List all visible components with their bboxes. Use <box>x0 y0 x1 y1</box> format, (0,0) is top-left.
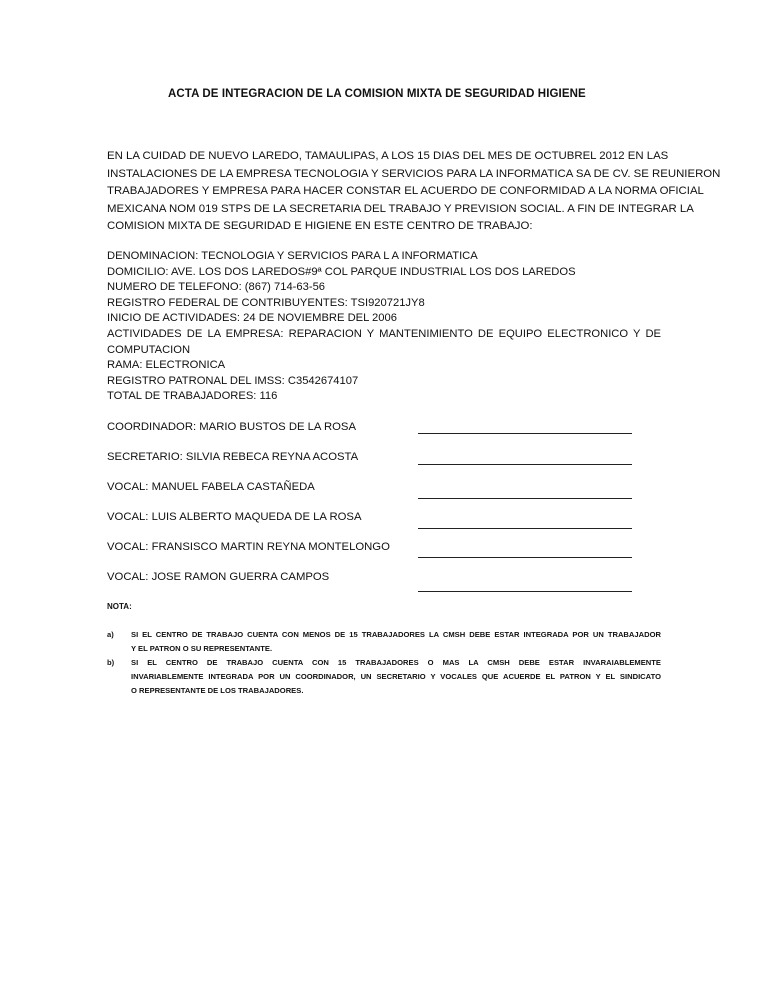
note-line: SI EL CENTRO DE TRABAJO CUENTA CON 15 TRABAJADORES O MAS LA CMSH DEBE ESTAR INVARAIABLEMENTE <box>131 658 661 667</box>
note-line: Y EL PATRON O SU REPRESENTANTE. <box>131 644 273 653</box>
signature-line <box>418 498 632 499</box>
company-start-date: INICIO DE ACTIVIDADES: 24 DE NOVIEMBRE DEL 2006 <box>107 312 397 325</box>
company-activities-cont: COMPUTACION <box>107 343 191 356</box>
note-line: INVARIABLEMENTE INTEGRADA POR UN COORDINADOR, UN SECRETARIO Y VOCALES QUE ACUERDE EL PATRON Y EL SINDICATO <box>131 672 661 681</box>
signature-line <box>418 557 632 558</box>
signature-row <box>107 571 632 591</box>
intro-line: TRABAJADORES Y EMPRESA PARA HACER CONSTAR EL ACUERDO DE CONFORMIDAD A LA NORMA OFICIAL <box>107 185 704 198</box>
signature-row <box>107 481 632 501</box>
company-activities: ACTIVIDADES DE LA EMPRESA: REPARACION Y MANTENIMIENTO DE EQUIPO ELECTRONICO Y DE <box>107 327 661 340</box>
signature-row <box>107 511 632 531</box>
signatory-name: VOCAL: MANUEL FABELA CASTAÑEDA <box>107 481 315 493</box>
signature-line <box>418 591 632 592</box>
notes-list <box>107 628 661 698</box>
nota-label: NOTA: <box>107 602 132 611</box>
signature-row <box>107 421 632 441</box>
note-line: O REPRESENTANTE DE LOS TRABAJADORES. <box>131 686 304 695</box>
intro-line: INSTALACIONES DE LA EMPRESA TECNOLOGIA Y SERVICIOS PARA LA INFORMATICA SA DE CV. SE REUNIERON <box>107 167 721 180</box>
company-rfc: REGISTRO FEDERAL DE CONTRIBUYENTES: TSI920721JY8 <box>107 296 425 309</box>
signature-line <box>418 433 632 434</box>
note-marker: a) <box>107 630 114 639</box>
intro-line: COMISION MIXTA DE SEGURIDAD E HIGIENE EN ESTE CENTRO DE TRABAJO: <box>107 220 533 233</box>
note-marker: b) <box>107 658 115 667</box>
note-item <box>107 656 661 698</box>
company-info-block <box>107 249 661 405</box>
note-item <box>107 628 661 656</box>
intro-line: EN LA CUIDAD DE NUEVO LAREDO, TAMAULIPAS, A LOS 15 DIAS DEL MES DE OCTUBREL 2012 EN LAS <box>107 150 669 162</box>
signatory-name: VOCAL: LUIS ALBERTO MAQUEDA DE LA ROSA <box>107 511 362 523</box>
company-workers: TOTAL DE TRABAJADORES: 116 <box>107 390 278 403</box>
signature-row <box>107 541 632 561</box>
signature-line <box>418 464 632 465</box>
intro-line: MEXICANA NOM 019 STPS DE LA SECRETARIA DEL TRABAJO Y PREVISION SOCIAL. A FIN DE INTEGRAR LA <box>107 202 694 215</box>
company-branch: RAMA: ELECTRONICA <box>107 359 226 372</box>
signature-row <box>107 451 632 471</box>
company-imss: REGISTRO PATRONAL DEL IMSS: C3542674107 <box>107 374 359 387</box>
signatory-name: VOCAL: JOSE RAMON GUERRA CAMPOS <box>107 571 330 583</box>
signatory-name: COORDINADOR: MARIO BUSTOS DE LA ROSA <box>107 421 356 433</box>
intro-paragraph <box>107 148 721 236</box>
signature-line <box>418 528 632 529</box>
note-line: SI EL CENTRO DE TRABAJO CUENTA CON MENOS DE 15 TRABAJADORES LA CMSH DEBE ESTAR INTEGRADA POR UN TRABAJADOR <box>131 630 661 639</box>
company-phone: NUMERO DE TELEFONO: (867) 714-63-56 <box>107 281 326 294</box>
company-address: DOMICILIO: AVE. LOS DOS LAREDOS#9ª COL PARQUE INDUSTRIAL LOS DOS LAREDOS <box>107 265 576 278</box>
company-denomination: DENOMINACION: TECNOLOGIA Y SERVICIOS PARA L A INFORMATICA <box>107 250 478 262</box>
signatory-name: SECRETARIO: SILVIA REBECA REYNA ACOSTA <box>107 451 359 463</box>
document-title: ACTA DE INTEGRACION DE LA COMISION MIXTA DE SEGURIDAD HIGIENE <box>168 88 586 100</box>
signatory-name: VOCAL: FRANSISCO MARTIN REYNA MONTELONGO <box>107 541 390 553</box>
